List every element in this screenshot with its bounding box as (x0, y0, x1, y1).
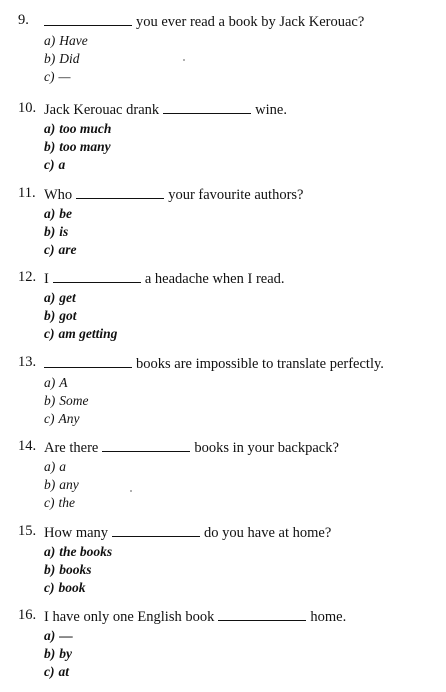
option-letter: b) (44, 224, 56, 239)
option-letter: b) (44, 139, 56, 154)
answer-blank[interactable] (112, 521, 200, 537)
option-text: too much (59, 121, 112, 136)
option-letter: b) (44, 477, 56, 492)
option-a[interactable] (44, 374, 89, 392)
option-letter: b) (44, 308, 56, 323)
option-letter: a) (44, 33, 56, 48)
answer-blank[interactable] (218, 605, 306, 621)
question-text-after: you ever read a book by Jack Kerouac? (136, 14, 365, 30)
question-text (44, 267, 285, 289)
option-text: by (59, 646, 72, 661)
question-text-before: Jack Kerouac drank (44, 102, 160, 118)
question-text-after: do you have at home? (204, 525, 332, 541)
option-letter: a) (44, 121, 56, 136)
answer-options (44, 289, 117, 343)
option-text: a (58, 157, 66, 172)
question-text-before: Who (44, 187, 73, 203)
scan-speck (130, 490, 132, 492)
question-text (44, 98, 287, 120)
option-a[interactable] (44, 543, 112, 561)
question-text-after: a headache when I read. (144, 271, 285, 287)
question-text-before: I (44, 271, 49, 287)
option-letter: b) (44, 646, 56, 661)
option-text: — (59, 628, 73, 643)
option-text: any (59, 477, 79, 492)
option-a[interactable] (44, 32, 88, 50)
question-number: 14. (18, 438, 37, 454)
answer-blank[interactable] (102, 436, 190, 452)
question-text-before: I have only one English book (44, 609, 215, 625)
option-text: A (59, 375, 68, 390)
question-number: 13. (18, 354, 37, 370)
question-number: 16. (18, 607, 37, 623)
option-a[interactable] (44, 120, 111, 138)
option-a[interactable] (44, 627, 73, 645)
question-number: 12. (18, 269, 37, 285)
option-letter: c) (44, 157, 55, 172)
option-a[interactable] (44, 289, 117, 307)
question-text-before: Are there (44, 440, 99, 456)
question-text-after: books in your backpack? (194, 440, 339, 456)
option-text: at (58, 664, 70, 679)
option-text: is (59, 224, 69, 239)
question-number: 15. (18, 523, 37, 539)
option-c[interactable] (44, 494, 79, 512)
answer-options (44, 543, 112, 597)
question-text (44, 10, 364, 32)
answer-options (44, 120, 111, 174)
option-letter: c) (44, 664, 55, 679)
answer-options (44, 205, 77, 259)
option-text: a (59, 459, 66, 474)
option-text: the (58, 495, 75, 510)
question-text-after: your favourite authors? (168, 187, 304, 203)
option-text: — (58, 69, 71, 84)
option-text: got (59, 308, 77, 323)
question-text-after: wine. (255, 102, 287, 118)
question-text (44, 605, 346, 627)
option-c[interactable] (44, 663, 73, 681)
answer-options (44, 627, 73, 681)
option-letter: c) (44, 495, 55, 510)
answer-blank[interactable] (76, 183, 164, 199)
answer-options (44, 458, 79, 512)
option-b[interactable] (44, 561, 112, 579)
option-letter: a) (44, 459, 56, 474)
option-text: the books (59, 544, 113, 559)
option-letter: b) (44, 393, 56, 408)
question-text (44, 352, 384, 374)
answer-options (44, 32, 88, 86)
scan-speck (183, 59, 185, 61)
option-text: Did (59, 51, 80, 66)
option-text: too many (59, 139, 111, 154)
option-b[interactable] (44, 645, 73, 663)
option-c[interactable] (44, 325, 117, 343)
option-letter: c) (44, 69, 55, 84)
answer-blank[interactable] (163, 98, 251, 114)
answer-blank[interactable] (44, 352, 132, 368)
option-letter: c) (44, 580, 55, 595)
option-text: book (58, 580, 86, 595)
option-text: Have (59, 33, 88, 48)
option-letter: a) (44, 206, 56, 221)
answer-options (44, 374, 89, 428)
question-text (44, 183, 303, 205)
option-letter: c) (44, 326, 55, 341)
answer-blank[interactable] (44, 10, 132, 26)
option-letter: a) (44, 628, 56, 643)
question-number: 10. (18, 100, 37, 116)
question-number: 9. (18, 12, 29, 28)
option-text: Any (58, 411, 80, 426)
question-text-after: books are impossible to translate perfectly. (136, 356, 384, 372)
option-b[interactable] (44, 476, 79, 494)
option-letter: a) (44, 375, 56, 390)
option-b[interactable] (44, 223, 77, 241)
option-b[interactable] (44, 307, 117, 325)
question-text (44, 436, 339, 458)
option-c[interactable] (44, 68, 88, 86)
option-text: be (59, 206, 72, 221)
question-text-before: How many (44, 525, 109, 541)
question-number: 11. (18, 185, 36, 201)
option-c[interactable] (44, 410, 89, 428)
option-b[interactable] (44, 50, 88, 68)
option-letter: c) (44, 242, 55, 257)
question-text (44, 521, 331, 543)
option-letter: b) (44, 51, 56, 66)
question-text-after: home. (310, 609, 347, 625)
option-letter: a) (44, 290, 56, 305)
option-a[interactable] (44, 458, 79, 476)
option-c[interactable] (44, 241, 77, 259)
option-letter: c) (44, 411, 55, 426)
option-c[interactable] (44, 156, 111, 174)
option-text: am getting (58, 326, 118, 341)
option-text: get (59, 290, 76, 305)
option-a[interactable] (44, 205, 77, 223)
option-c[interactable] (44, 579, 112, 597)
option-text: are (58, 242, 77, 257)
option-text: Some (59, 393, 89, 408)
option-text: books (59, 562, 92, 577)
option-letter: b) (44, 562, 56, 577)
option-b[interactable] (44, 392, 89, 410)
option-b[interactable] (44, 138, 111, 156)
option-letter: a) (44, 544, 56, 559)
answer-blank[interactable] (53, 267, 141, 283)
